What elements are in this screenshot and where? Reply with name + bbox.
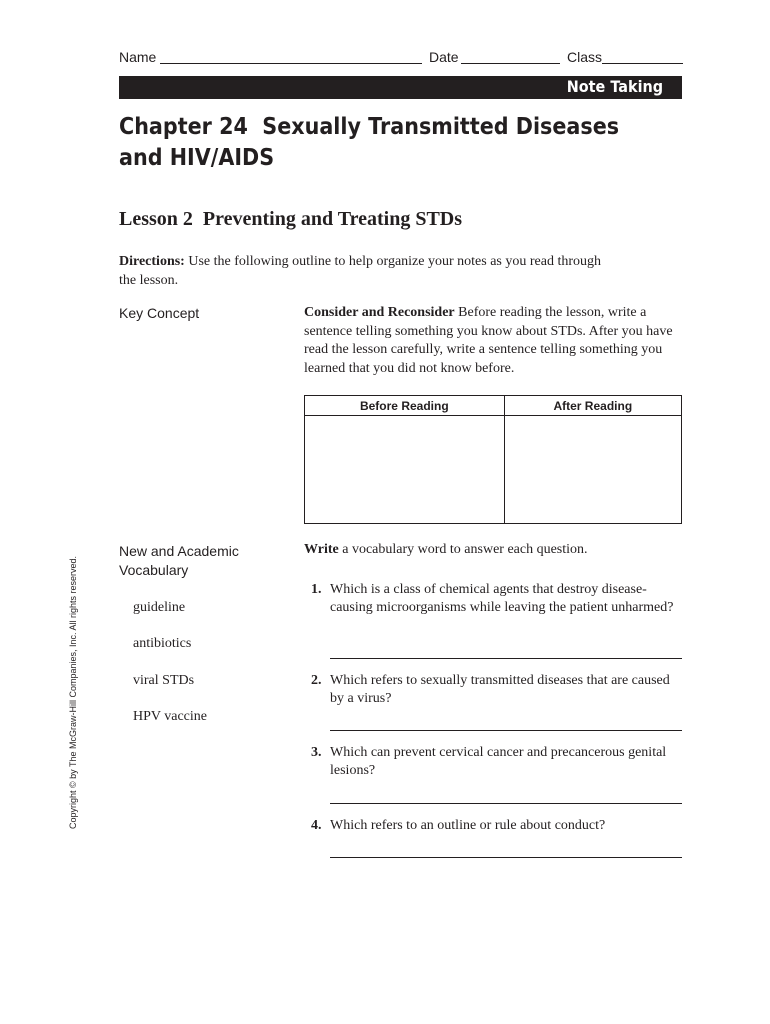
question-text: Which can prevent cervical cancer and precancerous genital lesions? (330, 745, 667, 778)
vocabulary-instruction-text: a vocabulary word to answer each question. (338, 542, 588, 557)
header-fields (119, 49, 683, 69)
chapter-title-line1: Chapter 24 Sexually Transmitted Diseases (119, 114, 620, 140)
question-number: 1. (311, 582, 322, 597)
consider-text: Before reading the lesson, write a sentence telling something you know about STDs. After you have read the lesson carefully, write a sentence telling something you learned that you did not know before. (304, 305, 673, 376)
consider-heading: Consider and Reconsider (304, 305, 455, 320)
vocabulary-label (119, 542, 239, 580)
vocab-word-hpv-vaccine: HPV vaccine (133, 709, 207, 724)
answer-line-4[interactable] (330, 857, 682, 858)
copyright-notice: Copyright © by The McGraw-Hill Companies, Inc. All rights reserved. (68, 555, 78, 829)
question-text: Which refers to sexually transmitted diseases that are caused by a virus? (330, 673, 670, 706)
question-number: 3. (311, 745, 322, 760)
section-banner-label: Note Taking (566, 77, 663, 96)
reading-table (304, 395, 682, 524)
vocab-word-guideline: guideline (133, 600, 186, 615)
vocabulary-label-line2: Vocabulary (119, 562, 189, 578)
before-reading-cell[interactable] (305, 416, 505, 524)
question-text: Which refers to an outline or rule about conduct? (330, 818, 606, 833)
answer-line-3[interactable] (330, 803, 682, 804)
key-concept-label: Key Concept (119, 305, 200, 321)
chapter-title (119, 112, 623, 174)
vocab-word-viral-stds: viral STDs (133, 673, 195, 688)
after-reading-header: After Reading (504, 396, 681, 416)
vocabulary-instruction-bold: Write (304, 542, 339, 557)
answer-line-1[interactable] (330, 658, 682, 659)
vocab-word-antibiotics: antibiotics (133, 636, 192, 651)
after-reading-cell[interactable] (504, 416, 681, 524)
vocabulary-instruction (304, 542, 588, 558)
answer-line-2[interactable] (330, 730, 682, 731)
question-number: 4. (311, 818, 322, 833)
directions-label: Directions: (119, 254, 185, 269)
question-text: Which is a class of chemical agents that destroy disease-causing microorganisms while leaving the patient unharmed? (330, 582, 674, 615)
directions-text: Use the following outline to help organize your notes as you read through the lesson. (119, 254, 601, 288)
name-field[interactable] (160, 49, 422, 64)
section-banner (119, 76, 682, 99)
class-label: Class (567, 49, 603, 65)
directions (119, 252, 619, 290)
chapter-title-line2: and HIV/AIDS (119, 145, 275, 171)
before-reading-header: Before Reading (305, 396, 505, 416)
vocabulary-label-line1: New and Academic (119, 543, 239, 559)
question-number: 2. (311, 673, 322, 688)
consider-reconsider (304, 304, 689, 378)
lesson-title: Lesson 2 Preventing and Treating STDs (119, 208, 463, 230)
date-label: Date (429, 49, 459, 65)
name-label: Name (119, 49, 157, 65)
